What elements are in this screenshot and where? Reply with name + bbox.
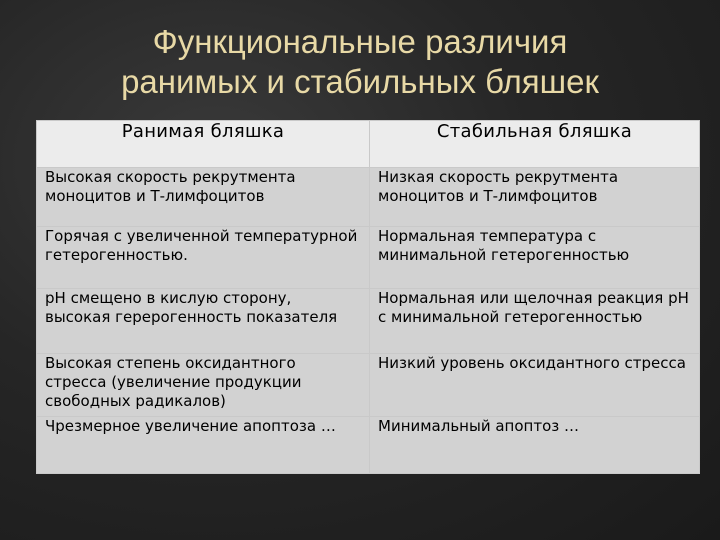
slide-title: [0, 22, 720, 102]
header-vulnerable-plaque: Ранимая бляшка: [37, 121, 370, 168]
cell-vulnerable: рН смещено в кислую сторону, высокая герерогенность показателя: [37, 289, 370, 354]
cell-vulnerable: Высокая скорость рекрутмента моноцитов и Т-лимфоцитов: [37, 168, 370, 227]
cell-stable: Нормальная температура с минимальной гетерогенностью: [370, 227, 700, 289]
cell-vulnerable: Чрезмерное увеличение апоптоза …: [37, 417, 370, 474]
table-row: [37, 227, 700, 289]
table-row: [37, 168, 700, 227]
table-row: [37, 354, 700, 417]
slide-title-line-2: ранимых и стабильных бляшек: [121, 63, 599, 100]
cell-stable: Низкая скорость рекрутмента моноцитов и Т-лимфоцитов: [370, 168, 700, 227]
cell-stable: Минимальный апоптоз …: [370, 417, 700, 474]
table-row: [37, 417, 700, 474]
cell-vulnerable: Горячая с увеличенной температурной гетерогенностью.: [37, 227, 370, 289]
header-stable-plaque: Стабильная бляшка: [370, 121, 700, 168]
comparison-table: [36, 120, 700, 474]
cell-stable: Низкий уровень оксидантного стресса: [370, 354, 700, 417]
table-header-row: [37, 121, 700, 168]
table-row: [37, 289, 700, 354]
slide-title-line-1: Функциональные различия: [152, 23, 568, 60]
cell-stable: Нормальная или щелочная реакция рН с минимальной гетерогенностью: [370, 289, 700, 354]
cell-vulnerable: Высокая степень оксидантного стресса (увеличение продукции свободных радикалов): [37, 354, 370, 417]
